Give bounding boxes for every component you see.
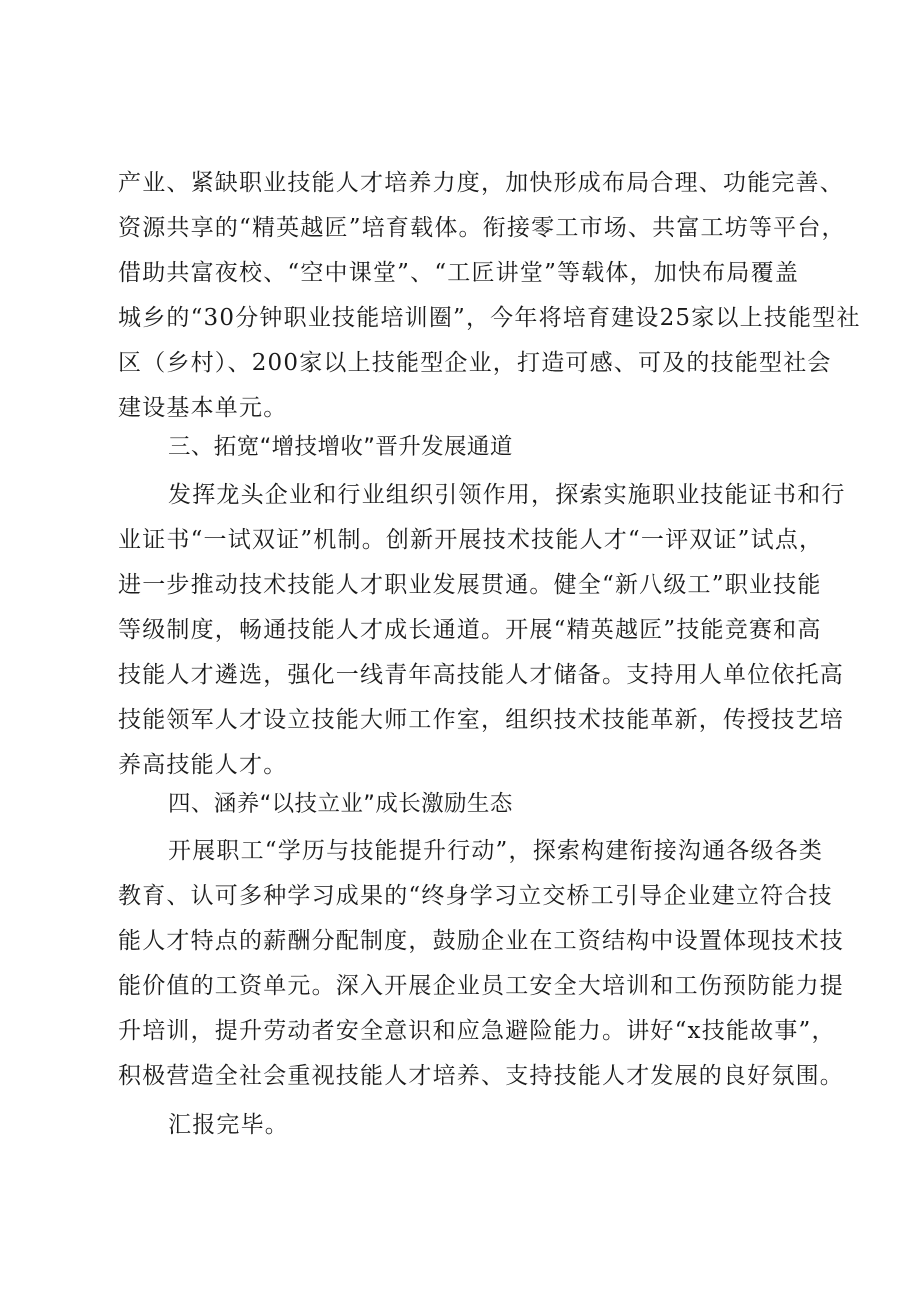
paragraph-3-line-2: 教育、认可多种学习成果的“终身学习立交桥工引导企业建立符合技 <box>118 883 833 909</box>
paragraph-2-line-3: 进一步推动技术技能人才职业发展贯通。健全“新八级工”职业技能 <box>118 572 822 598</box>
paragraph-1-line-3: 借助共富夜校、“空中课堂”、“工匠讲堂”等载体，加快布局覆盖 <box>118 260 800 286</box>
paragraph-3-line-6: 积极营造全社会重视技能人才培养、支持技能人才发展的良好氛围。 <box>118 1063 844 1089</box>
paragraph-2-line-7: 养高技能人才。 <box>118 752 288 778</box>
paragraph-1-line-2: 资源共享的“精英越匠”培育载体。衔接零工市场、共富工坊等平台， <box>118 215 846 241</box>
paragraph-3-line-3: 能人才特点的薪酬分配制度，鼓励企业在工资结构中设置体现技术技 <box>118 928 844 954</box>
paragraph-1-line-4: 城乡的“30分钟职业技能培训圈”，今年将培育建设25家以上技能型社 <box>118 305 861 331</box>
paragraph-2-line-2: 业证书“一试双证”机制。创新开展技术技能人才“一评双证”试点， <box>118 527 824 553</box>
paragraph-3-line-1: 开展职工“学历与技能提升行动”，探索构建衔接沟通各级各类 <box>168 838 824 864</box>
section-heading-4: 四、涵养“以技立业”成长激励生态 <box>168 791 513 817</box>
paragraph-2-line-4: 等级制度，畅通技能人才成长通道。开展“精英越匠”技能竞赛和高 <box>118 617 822 643</box>
paragraph-2-line-5: 技能人才遴选，强化一线青年高技能人才储备。支持用人单位依托高 <box>118 662 844 688</box>
paragraph-3-line-4: 能价值的工资单元。深入开展企业员工安全大培训和工伤预防能力提 <box>118 973 844 999</box>
closing-remark: 汇报完毕。 <box>168 1112 289 1138</box>
paragraph-2-line-1: 发挥龙头企业和行业组织引领作用，探索实施职业技能证书和行 <box>168 482 846 508</box>
paragraph-1-line-1: 产业、紧缺职业技能人才培养力度，加快形成布局合理、功能完善、 <box>118 170 844 196</box>
section-heading-3: 三、拓宽“增技增收”晋升发展通道 <box>168 434 513 460</box>
paragraph-1-line-6: 建设基本单元。 <box>118 395 288 421</box>
paragraph-1-line-5: 区（乡村）、200家以上技能型企业，打造可感、可及的技能型社会 <box>118 350 832 376</box>
paragraph-2-line-6: 技能领军人才设立技能大师工作室，组织技术技能革新，传授技艺培 <box>118 707 844 733</box>
paragraph-3-line-5: 升培训，提升劳动者安全意识和应急避险能力。讲好“x技能故事”， <box>118 1018 836 1044</box>
